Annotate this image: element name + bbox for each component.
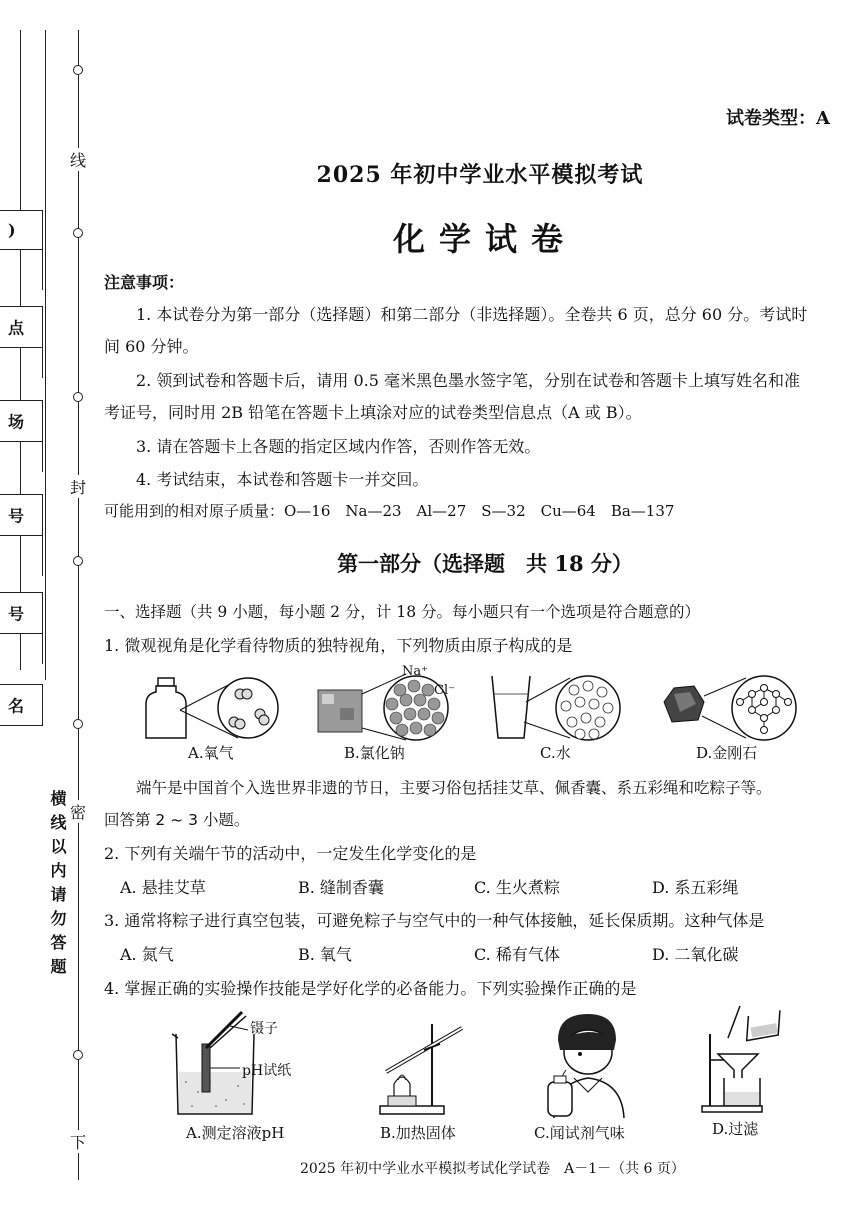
q1-option-b[interactable]: B.氯化钠 [344,744,405,762]
binding-field: 名 [0,684,43,726]
binding-label-seal: 封 [68,475,88,498]
q3-option-a[interactable]: A. 氮气 [120,945,174,964]
q4-option-a[interactable]: A.测定溶液pH [186,1124,285,1142]
binding-field: ) [0,210,43,250]
filtration-figure [700,1004,790,1114]
binding-field: 号 [0,592,43,634]
subject-title: 化学试卷 [392,220,577,258]
section1-intro: 一、选择题（共 9 小题，每小题 2 分，计 18 分。每小题只有一个选项是符合题意的） [104,603,701,621]
diamond-figure [660,672,800,742]
ion-label-chloride: Cl⁻ [434,683,455,698]
q1-option-d[interactable]: D.金刚石 [696,744,758,762]
binding-label-line: 线 [68,148,88,171]
note-line: 考证号，同时用 2B 铅笔在答题卡上填涂对应的试卷类型信息点（A 或 B）。 [104,403,642,422]
note-line: 3. 请在答题卡上各题的指定区域内作答，否则作答无效。 [136,437,541,456]
oxygen-bottle-figure [150,672,280,738]
q4-stem: 4. 掌握正确的实验操作技能是学好化学的必备能力。下列实验操作正确的是 [104,979,637,998]
q4-option-d[interactable]: D.过滤 [712,1120,759,1138]
sodium-chloride-figure [316,670,456,742]
q3-option-b[interactable]: B. 氧气 [298,945,352,964]
binding-line [78,30,79,1180]
binding-hole [73,65,83,75]
atomic-masses: 可能用到的相对原子质量：O—16 Na—23 Al—27 S—32 Cu—64 Ba—137 [104,502,675,520]
note-line: 2. 领到试卷和答题卡后，请用 0.5 毫米黑色墨水签字笔，分别在试卷和答题卡上填写姓名和准 [136,371,800,390]
binding-hole [73,1050,83,1060]
label-tweezers: 镊子 [250,1021,278,1037]
q2-option-d[interactable]: D. 系五彩绳 [652,878,739,897]
smell-reagent-figure [544,1010,634,1122]
exam-title: 2025 年初中学业水平模拟考试 [316,162,644,188]
binding-divider [42,442,43,472]
q2-stem: 2. 下列有关端午节的活动中，一定发生化学变化的是 [104,844,477,863]
binding-hole [73,392,83,402]
binding-field: 号 [0,494,43,536]
q1-stem: 1. 微观视角是化学看待物质的独特视角，下列物质由原子构成的是 [104,636,573,655]
water-glass-figure [490,672,630,742]
binding-hole [73,719,83,729]
note-line: 4. 考试结束，本试卷和答题卡一并交回。 [136,470,429,489]
q4-option-b[interactable]: B.加热固体 [380,1124,456,1142]
q2-option-a[interactable]: A. 悬挂艾草 [120,878,206,897]
q3-stem: 3. 通常将粽子进行真空包装，可避免粽子与空气中的一种气体接触，延长保质期。这种气体是 [104,911,765,930]
q3-option-c[interactable]: C. 稀有气体 [474,945,560,964]
q1-option-c[interactable]: C.水 [540,744,571,762]
part1-heading: 第一部分（选择题 共 18 分） [337,551,633,576]
q2-option-c[interactable]: C. 生火煮粽 [474,878,560,897]
binding-field: 点 [0,306,43,348]
passage-line-2: 回答第 2 ~ 3 小题。 [104,811,250,829]
notes-heading: 注意事项： [104,273,185,292]
note-line: 间 60 分钟。 [104,337,199,356]
binding-label-under: 下 [68,1130,88,1153]
note-line: 1. 本试卷分为第一部分（选择题）和第二部分（非选择题）。全卷共 6 页，总分 60 分。考试时 [136,305,808,324]
paper-type: 试卷类型：A [726,108,830,129]
binding-divider [42,348,43,378]
label-ph-paper: pH试纸 [242,1063,292,1079]
binding-warning: 横线以内请勿答题 [48,790,67,982]
binding-divider [42,634,43,664]
binding-label-close: 密 [68,800,88,823]
passage-line-1: 端午是中国首个入选世界非遗的节日，主要习俗包括挂艾草、佩香囊、系五彩绳和吃粽子等。 [136,779,772,797]
ion-label-sodium: Na⁺ [402,664,428,679]
q4-option-c[interactable]: C.闻试剂气味 [534,1124,625,1142]
q2-option-b[interactable]: B. 缝制香囊 [298,878,384,897]
page-footer: 2025 年初中学业水平模拟考试化学试卷 A－1－（共 6 页） [300,1161,685,1177]
q3-option-d[interactable]: D. 二氧化碳 [652,945,739,964]
binding-line-inner [45,30,46,680]
binding-field: 场 [0,400,43,442]
heating-solid-figure [376,1014,476,1118]
q1-option-a[interactable]: A.氧气 [188,744,234,762]
